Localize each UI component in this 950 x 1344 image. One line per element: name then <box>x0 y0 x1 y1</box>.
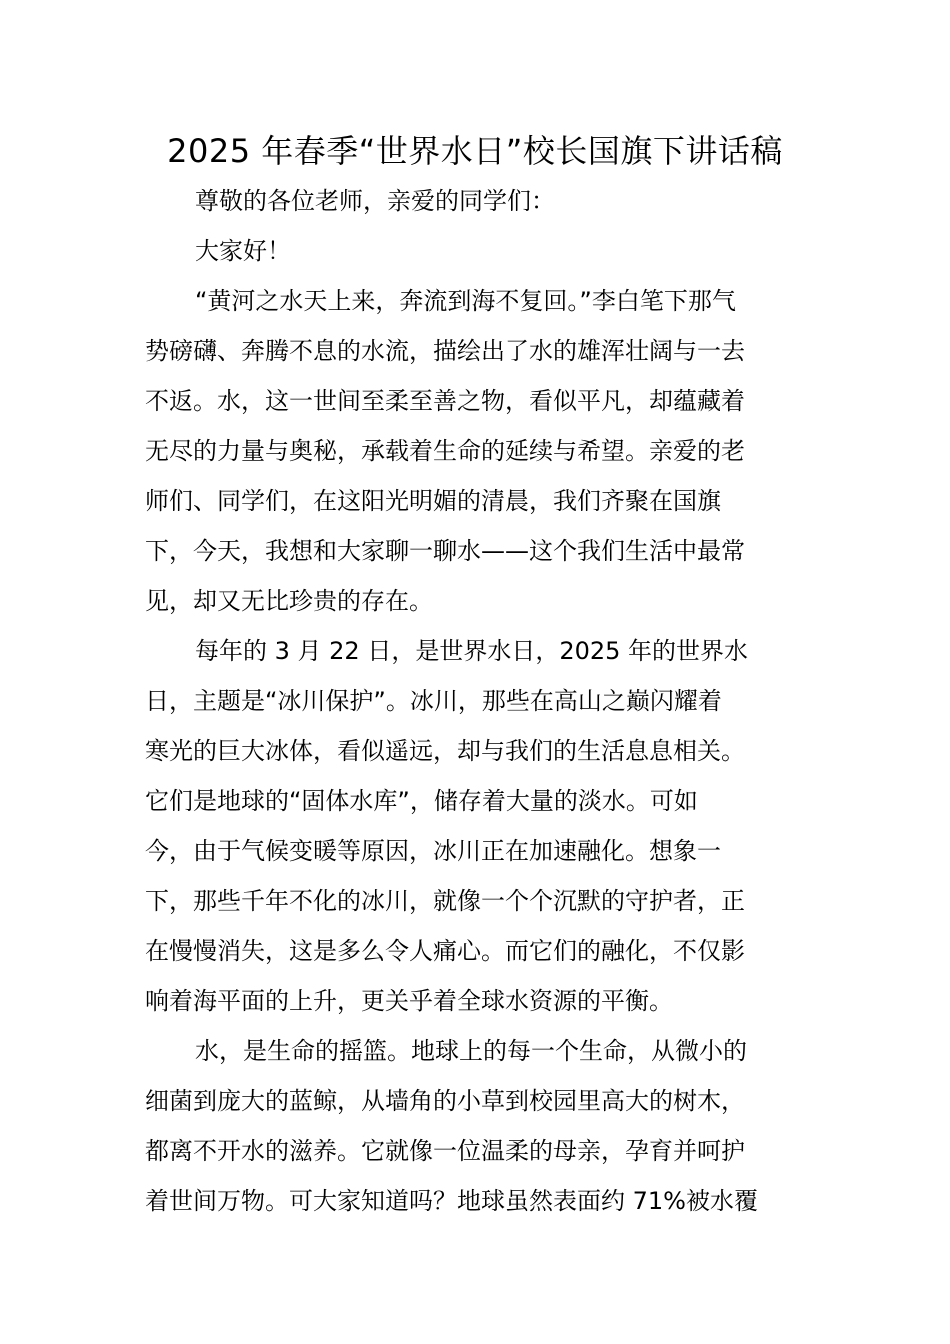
text-line: 见，却又无比珍贵的存在。 <box>145 587 433 615</box>
paragraph-world-water-day <box>145 626 810 1026</box>
text-line: 势磅礴、奔腾不息的水流，描绘出了水的雄浑壮阔与一去 <box>145 337 745 365</box>
text-line: 在慢慢消失，这是多么令人痛心。而它们的融化，不仅影 <box>145 937 745 965</box>
paragraph-greeting <box>145 176 810 226</box>
text-line: 下，那些千年不化的冰川，就像一个个沉默的守护者，正 <box>145 887 745 915</box>
paragraph-cradle-of-life <box>145 1026 810 1226</box>
text-line: 响着海平面的上升，更关乎着全球水资源的平衡。 <box>145 987 673 1015</box>
text-line: 日，主题是“冰川保护”。冰川，那些在高山之巅闪耀着 <box>145 687 722 715</box>
text-line: 寒光的巨大冰体，看似遥远，却与我们的生活息息相关。 <box>145 737 745 765</box>
text-line: 都离不开水的滋养。它就像一位温柔的母亲，孕育并呵护 <box>145 1137 745 1165</box>
text-line: 不返。水，这一世间至柔至善之物，看似平凡，却蕴藏着 <box>145 387 745 415</box>
paragraph-yellow-river <box>145 276 810 626</box>
text-line: 师们、同学们，在这阳光明媚的清晨，我们齐聚在国旗 <box>145 487 721 515</box>
text-line: 水，是生命的摇篮。地球上的每一个生命，从微小的 <box>195 1037 747 1065</box>
text-line: 下，今天，我想和大家聊一聊水——这个我们生活中最常 <box>145 537 745 565</box>
text-line: 无尽的力量与奥秘，承载着生命的延续与希望。亲爱的老 <box>145 437 745 465</box>
text-line: 今，由于气候变暖等原因，冰川正在加速融化。想象一 <box>145 837 721 865</box>
text-line: 细菌到庞大的蓝鲸，从墙角的小草到校园里高大的树木， <box>145 1087 745 1115</box>
document-title: 2025 年春季“世界水日”校长国旗下讲话稿 <box>167 132 783 170</box>
text-line: 大家好！ <box>195 237 291 265</box>
text-line: “黄河之水天上来，奔流到海不复回。”李白笔下那气 <box>195 287 736 315</box>
text-line: 着世间万物。可大家知道吗？地球虽然表面约 71%被水覆 <box>145 1187 758 1215</box>
text-line: 它们是地球的“固体水库”，储存着大量的淡水。可如 <box>145 787 698 815</box>
paragraph-hello <box>145 226 810 276</box>
text-line: 尊敬的各位老师，亲爱的同学们： <box>195 187 555 215</box>
text-line: 每年的 3 月 22 日，是世界水日，2025 年的世界水 <box>195 637 749 665</box>
